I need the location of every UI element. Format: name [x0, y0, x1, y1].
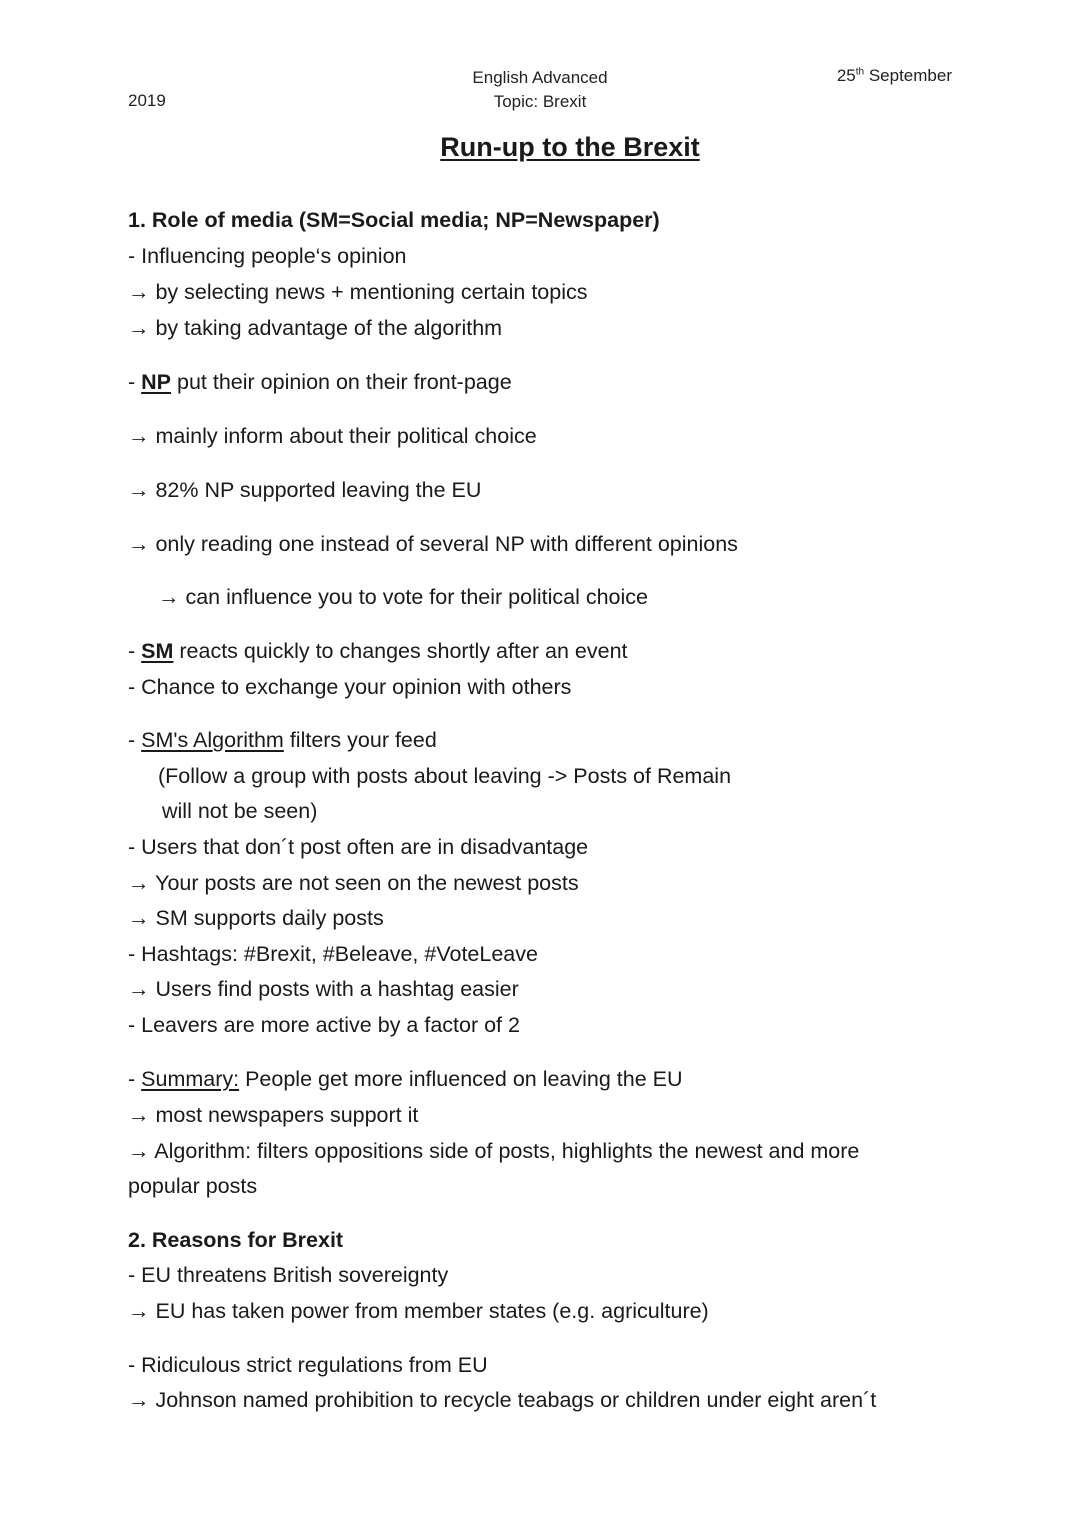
note-line: → Users find posts with a hashtag easier	[128, 977, 519, 1001]
note-line: - Users that don´t post often are in disadvantage	[128, 835, 589, 859]
note-line: - Hashtags: #Brexit, #Beleave, #VoteLeave	[128, 942, 538, 966]
date-suffix: th	[855, 66, 865, 78]
date-day: 25	[836, 66, 856, 85]
note-line: - Influencing people‘s opinion	[128, 244, 407, 268]
note-line: → Algorithm: filters oppositions side of posts, highlights the newest and more	[128, 1139, 860, 1163]
note-line: - Chance to exchange your opinion with others	[128, 675, 572, 699]
note-line: → 82% NP supported leaving the EU	[128, 478, 482, 502]
term-summary: Summary:	[141, 1067, 240, 1091]
note-line: popular posts	[128, 1174, 258, 1198]
header-course: English Advanced	[472, 68, 608, 87]
note-line: - Leavers are more active by a factor of 2	[128, 1013, 520, 1037]
section1-heading: 1. Role of media (SM=Social media; NP=Newspaper)	[128, 208, 660, 232]
section2-heading: 2. Reasons for Brexit	[128, 1228, 344, 1252]
header-topic: Topic: Brexit	[493, 92, 587, 111]
note-line: - Summary: People get more influenced on leaving the EU	[128, 1067, 683, 1091]
note-line: → by taking advantage of the algorithm	[128, 316, 503, 340]
term-sm: SM	[141, 639, 174, 663]
note-line: → Johnson named prohibition to recycle teabags or children under eight aren´t	[128, 1388, 877, 1412]
note-line: - NP put their opinion on their front-page	[128, 370, 512, 394]
header-year: 2019	[128, 91, 166, 110]
note-line: will not be seen)	[162, 799, 318, 823]
note-line: → can influence you to vote for their political choice	[158, 585, 648, 609]
note-line: → SM supports daily posts	[128, 906, 384, 930]
note-line: (Follow a group with posts about leaving -> Posts of Remain	[158, 764, 732, 788]
header-date	[837, 66, 952, 86]
term-algorithm: SM's Algorithm	[141, 728, 284, 752]
note-line: → by selecting news + mentioning certain topics	[128, 280, 588, 304]
note-line: - SM reacts quickly to changes shortly after an event	[128, 639, 628, 663]
note-line: → mainly inform about their political choice	[128, 424, 537, 448]
note-line: → most newspapers support it	[128, 1103, 419, 1127]
note-line: - SM's Algorithm filters your feed	[128, 728, 437, 752]
note-line: - EU threatens British sovereignty	[128, 1263, 449, 1287]
term-np: NP	[141, 370, 172, 394]
note-line: → Your posts are not seen on the newest posts	[128, 871, 579, 895]
note-line: - Ridiculous strict regulations from EU	[128, 1353, 488, 1377]
date-month: September	[868, 66, 952, 85]
page-title: Run-up to the Brexit	[440, 132, 700, 162]
note-line: → only reading one instead of several NP with different opinions	[128, 532, 738, 556]
note-line: → EU has taken power from member states (e.g. agriculture)	[128, 1299, 709, 1323]
